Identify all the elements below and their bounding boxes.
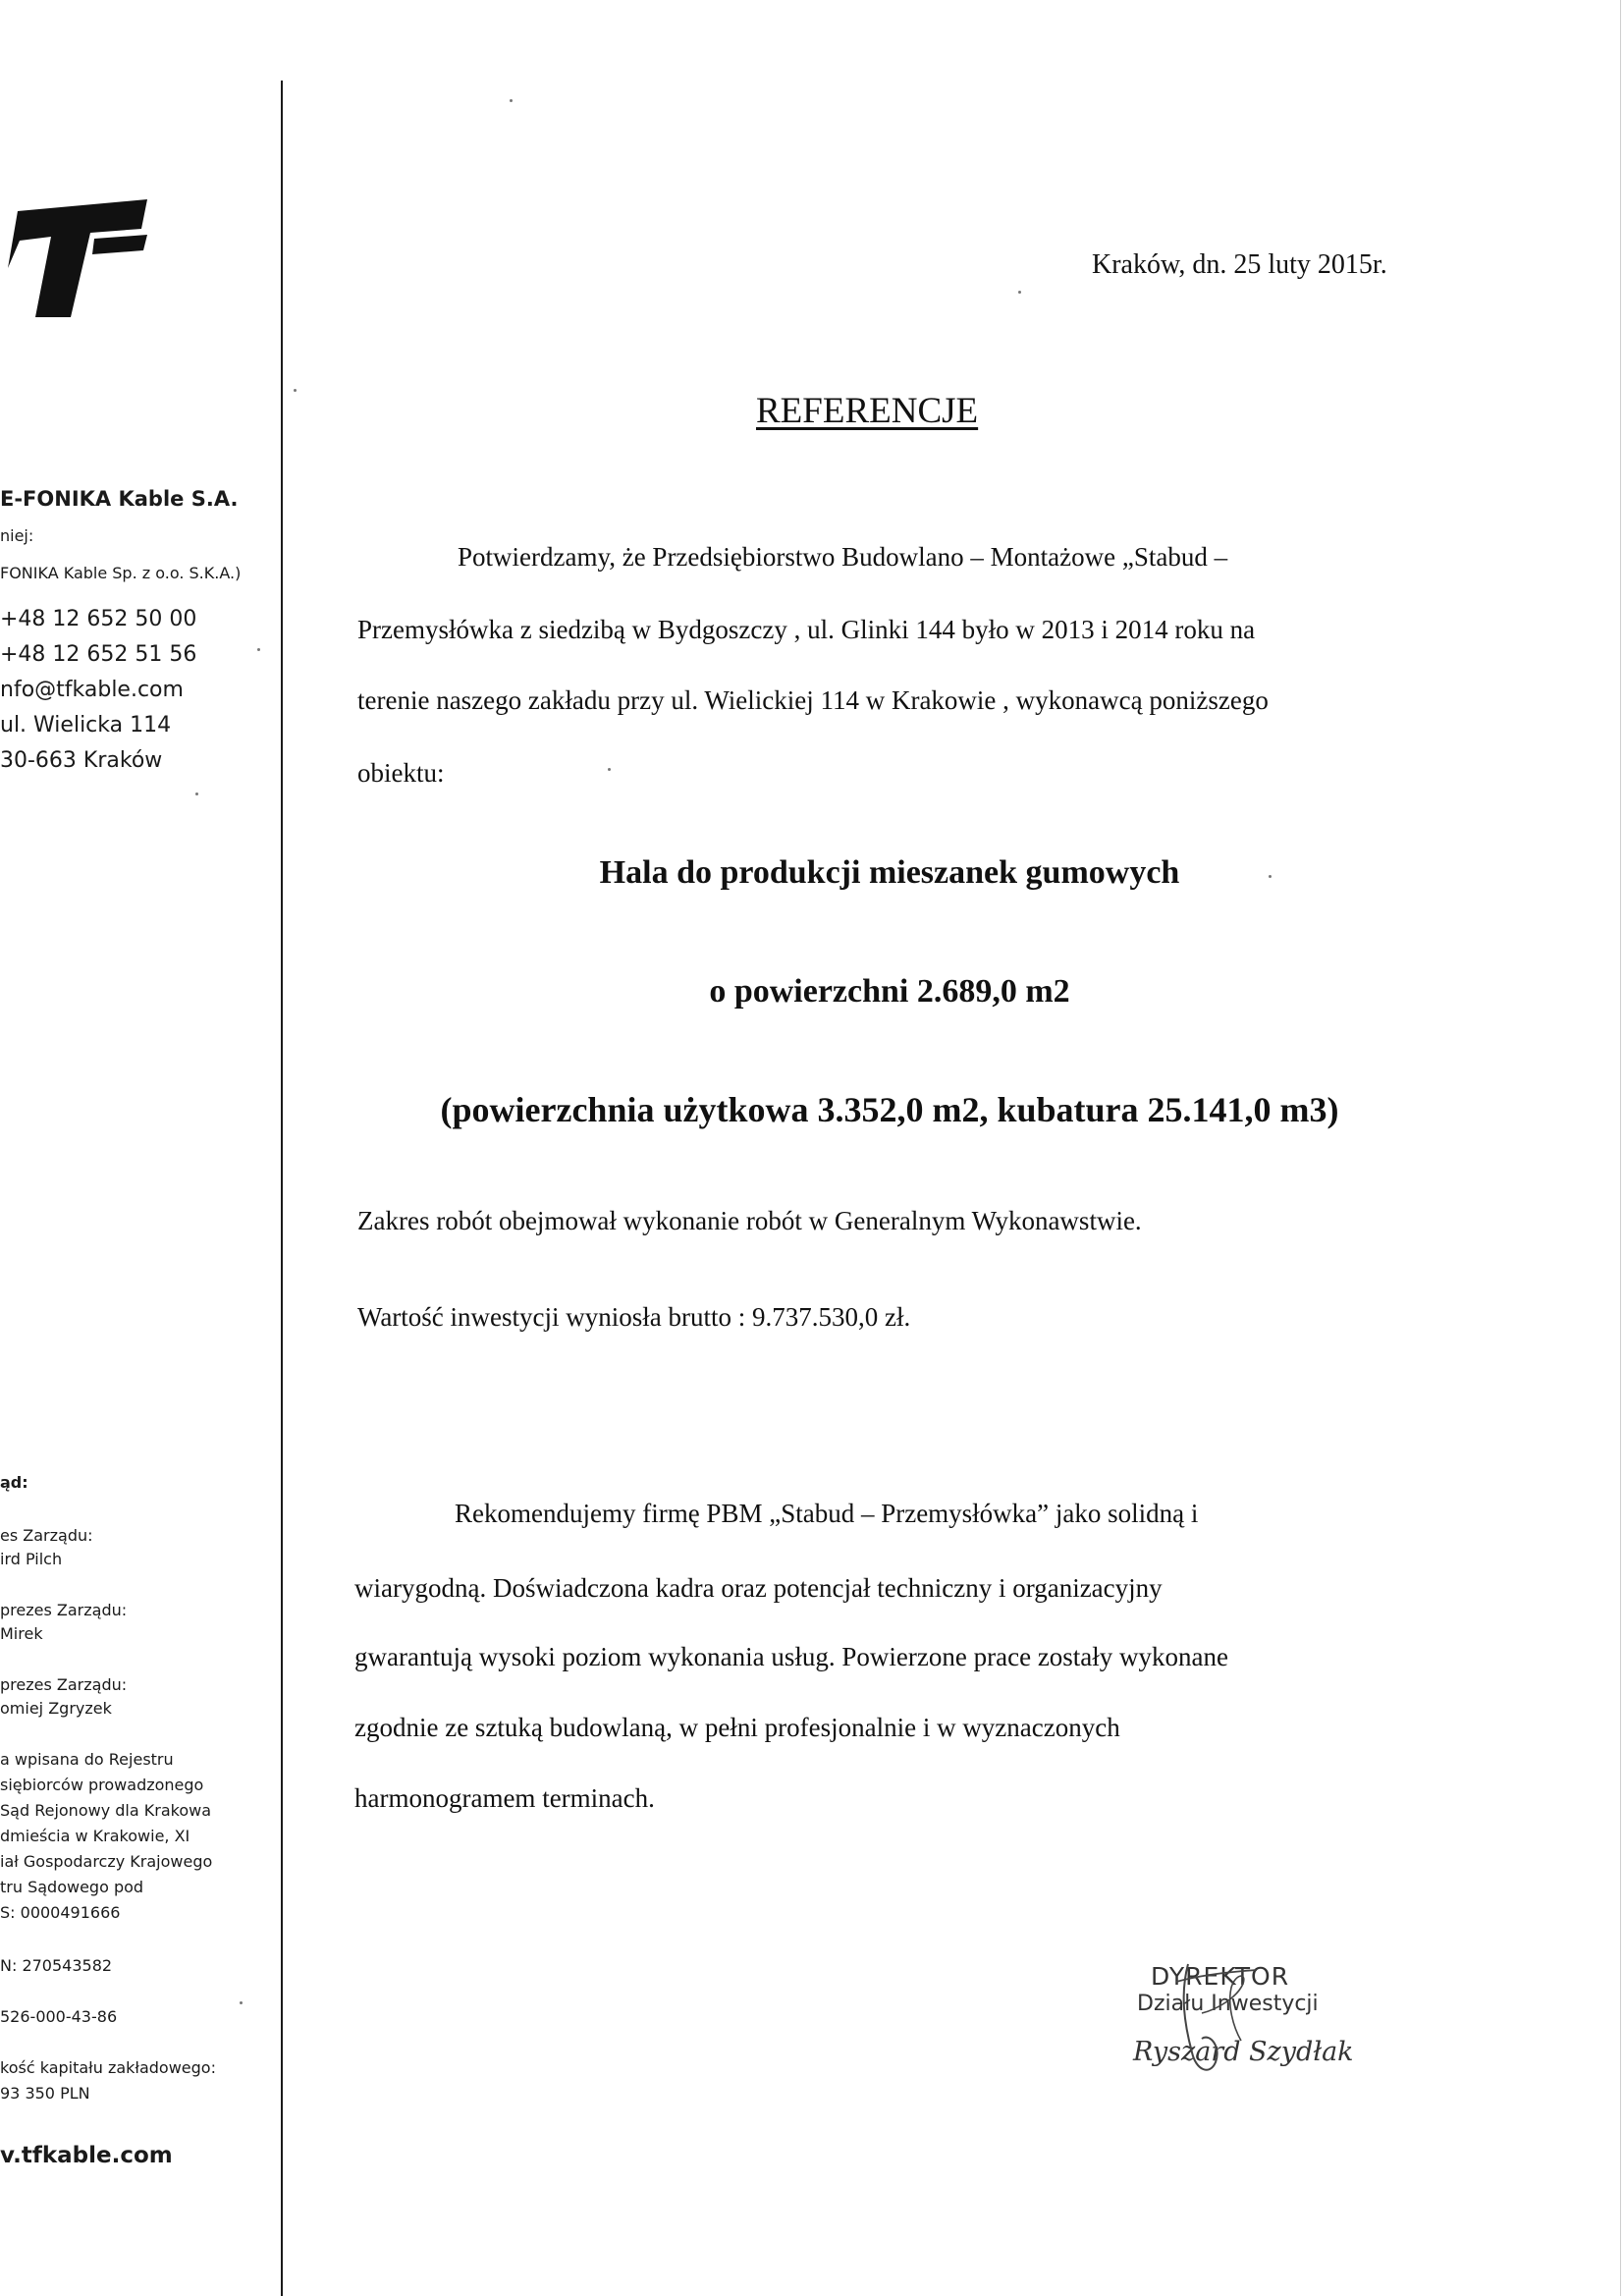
scan-speck bbox=[294, 389, 297, 392]
president-role: es Zarządu: bbox=[0, 1526, 93, 1545]
tfkable-logo-icon bbox=[0, 191, 236, 329]
fax-number: +48 12 652 51 56 bbox=[0, 642, 197, 667]
company-sidebar bbox=[0, 0, 281, 2296]
sidebar-divider bbox=[281, 81, 283, 2296]
paragraph-line: zgodnie ze sztuką budowlaną, w pełni profesjonalnie i w wyznaczonych bbox=[354, 1713, 1120, 1742]
paragraph-line: Rekomendujemy firmę PBM „Stabud – Przemysłówka” jako solidną i bbox=[455, 1499, 1199, 1528]
scope-text: Zakres robót obejmował wykonanie robót w Generalnym Wykonawstwie. bbox=[357, 1206, 1142, 1235]
scan-speck bbox=[1018, 291, 1021, 294]
president-name: ird Pilch bbox=[0, 1550, 63, 1568]
scan-speck bbox=[195, 793, 198, 795]
nip-number: 526-000-43-86 bbox=[0, 2007, 118, 2026]
vp2-name: omiej Zgryzek bbox=[0, 1699, 112, 1718]
letter-date: Kraków, dn. 25 luty 2015r. bbox=[1092, 249, 1387, 280]
paragraph-line: Potwierdzamy, że Przedsiębiorstwo Budowlano – Montażowe „Stabud – bbox=[458, 542, 1228, 572]
paragraph-line: terenie naszego zakładu przy ul. Wielickiej 114 w Krakowie , wykonawcą poniższego bbox=[357, 685, 1269, 715]
formerly-name: FONIKA Kable Sp. z o.o. S.K.A.) bbox=[0, 564, 242, 582]
stamp-department: Działu Inwestycji bbox=[1137, 1992, 1319, 2016]
stamp-name: Ryszard Szydłak bbox=[1133, 2037, 1354, 2067]
paragraph-line: harmonogramem terminach. bbox=[354, 1783, 655, 1813]
stamp-title: DYREKTOR bbox=[1151, 1962, 1290, 1991]
registry-line: a wpisana do Rejestru bbox=[0, 1750, 174, 1769]
scan-speck bbox=[608, 768, 611, 771]
paragraph-line: wiarygodną. Doświadczona kadra oraz potencjał techniczny i organizacyjny bbox=[354, 1573, 1163, 1603]
registry-line: siębiorców prowadzonego bbox=[0, 1776, 204, 1794]
street-address: ul. Wielicka 114 bbox=[0, 713, 172, 738]
investment-value: Wartość inwestycji wyniosła brutto : 9.737.530,0 zł. bbox=[357, 1302, 911, 1332]
company-name: E-FONIKA Kable S.A. bbox=[0, 487, 239, 511]
signature-icon bbox=[1119, 1954, 1355, 2082]
scan-speck bbox=[240, 2001, 243, 2004]
page-edge bbox=[1620, 0, 1621, 2296]
object-details: (powierzchnia użytkowa 3.352,0 m2, kubatura 25.141,0 m3) bbox=[440, 1090, 1339, 1129]
formerly-label: niej: bbox=[0, 526, 34, 545]
paragraph-line: Przemysłówka z siedzibą w Bydgoszczy , ul. Glinki 144 było w 2013 i 2014 roku na bbox=[357, 615, 1256, 644]
vp2-role: prezes Zarządu: bbox=[0, 1675, 128, 1694]
registry-line: iał Gospodarczy Krajowego bbox=[0, 1852, 213, 1871]
letter-title: REFERENCJE bbox=[756, 391, 979, 431]
board-label: ąd: bbox=[0, 1473, 28, 1492]
registry-line: Sąd Rejonowy dla Krakowa bbox=[0, 1801, 211, 1820]
capital-label: kość kapitału zakładowego: bbox=[0, 2058, 216, 2077]
scan-speck bbox=[1269, 875, 1272, 878]
capital-value: 93 350 PLN bbox=[0, 2084, 90, 2103]
vp1-role: prezes Zarządu: bbox=[0, 1601, 128, 1619]
phone-number: +48 12 652 50 00 bbox=[0, 607, 197, 631]
paragraph-line: gwarantują wysoki poziom wykonania usług. Powierzone prace zostały wykonane bbox=[354, 1642, 1229, 1671]
object-area: o powierzchni 2.689,0 m2 bbox=[709, 973, 1070, 1010]
regon-number: N: 270543582 bbox=[0, 1956, 113, 1975]
paragraph-line: obiektu: bbox=[357, 758, 445, 788]
scan-speck bbox=[257, 648, 260, 651]
krs-number: S: 0000491666 bbox=[0, 1903, 121, 1922]
scan-speck bbox=[510, 99, 513, 102]
registry-line: tru Sądowego pod bbox=[0, 1878, 144, 1896]
website-link[interactable]: v.tfkable.com bbox=[0, 2143, 173, 2168]
city-address: 30-663 Kraków bbox=[0, 748, 163, 773]
registry-line: dmieścia w Krakowie, XI bbox=[0, 1827, 190, 1845]
vp1-name: Mirek bbox=[0, 1624, 43, 1643]
object-name: Hala do produkcji mieszanek gumowych bbox=[599, 854, 1180, 891]
email-address: nfo@tfkable.com bbox=[0, 678, 184, 702]
